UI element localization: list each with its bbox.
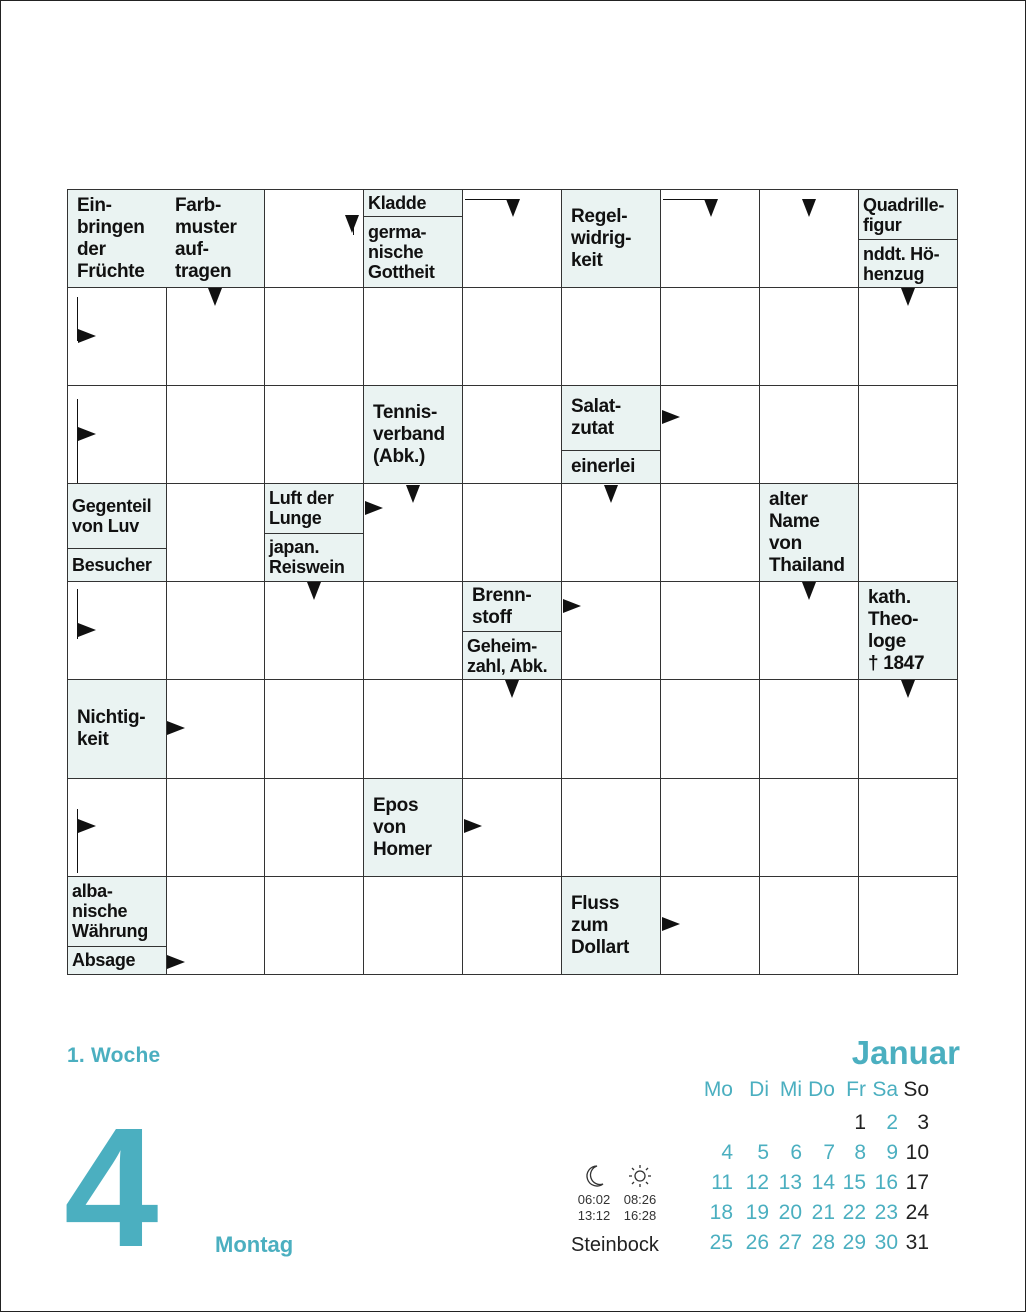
clue-cell [364, 386, 463, 484]
answer-cell[interactable] [859, 779, 958, 877]
clue-line: Gegenteil [72, 495, 152, 516]
weekday-header: Fr [846, 1078, 866, 1101]
sun-icon [617, 1164, 663, 1188]
weekday-header: Do [808, 1078, 835, 1101]
clue-text [68, 190, 166, 288]
clue-line: Absage [72, 950, 136, 971]
calendar-day[interactable]: 14 [811, 1171, 835, 1194]
down-arrow-icon [506, 199, 520, 217]
clue-text [562, 877, 660, 975]
clue-text [68, 946, 166, 975]
week-label: 1. Woche [67, 1044, 161, 1067]
down-arrow-icon [802, 199, 816, 217]
calendar-day[interactable]: 26 [745, 1231, 769, 1254]
right-arrow-icon [78, 427, 96, 441]
calendar-day[interactable]: 16 [874, 1171, 898, 1194]
answer-cell[interactable] [859, 877, 958, 975]
clue-line: zum [571, 914, 609, 936]
clue-line: einerlei [571, 455, 636, 477]
down-arrow-icon [505, 680, 519, 698]
clue-line: loge [868, 631, 906, 653]
clue-cell [463, 582, 562, 680]
clue-line: Thailand [769, 554, 845, 576]
answer-cell[interactable] [562, 287, 661, 385]
answer-cell[interactable] [265, 877, 364, 975]
clue-line: Fluss [571, 892, 620, 914]
moonset-time: 13:12 [577, 1208, 611, 1223]
clue-line: Besucher [72, 554, 152, 575]
answer-cell[interactable] [166, 386, 265, 484]
answer-cell[interactable] [463, 287, 562, 385]
day-number: 4 [64, 1093, 155, 1283]
down-arrow-icon [901, 288, 915, 306]
answer-cell[interactable] [661, 484, 760, 582]
clue-cell [562, 386, 661, 484]
moonrise-time: 06:02 [577, 1192, 611, 1207]
clue-line: figur [863, 214, 902, 235]
clue-line: Dollart [571, 936, 630, 958]
clue-line: Geheim- [467, 635, 537, 656]
calendar-day[interactable]: 2 [886, 1111, 898, 1134]
zodiac-sign: Steinbock [571, 1234, 659, 1256]
clue-line: nische [368, 242, 424, 263]
clue-cell [67, 189, 167, 288]
clue-cell [760, 484, 859, 582]
clue-line: verband [373, 423, 445, 445]
clue-line: Theo- [868, 609, 919, 631]
arrow-leader-line [77, 297, 78, 341]
arrow-leader-line [465, 199, 515, 200]
answer-cell[interactable] [562, 680, 661, 778]
right-arrow-icon [167, 721, 185, 735]
clue-line: † 1847 [868, 653, 925, 675]
clue-line: nddt. Hö- [863, 243, 940, 264]
calendar-day[interactable]: 19 [745, 1201, 769, 1224]
calendar-day[interactable]: 9 [886, 1141, 898, 1164]
clue-line: Farb- [175, 195, 222, 217]
answer-cell[interactable] [760, 877, 859, 975]
clue-line: zahl, Abk. [467, 655, 548, 676]
answer-cell[interactable] [562, 582, 661, 680]
clue-text [364, 386, 462, 484]
clue-line: bringen [77, 217, 145, 239]
clue-text [562, 450, 660, 484]
clue-text [859, 239, 957, 288]
clue-line: Homer [373, 838, 432, 860]
clue-text [364, 216, 462, 288]
calendar-day[interactable]: 22 [842, 1201, 866, 1224]
calendar-day[interactable]: 15 [842, 1171, 866, 1194]
right-arrow-icon [464, 819, 482, 833]
answer-cell[interactable] [661, 582, 760, 680]
clue-text [562, 386, 660, 450]
calendar-day[interactable]: 11 [711, 1171, 733, 1194]
clue-cell [562, 189, 661, 288]
clue-line: Lunge [269, 508, 322, 529]
clue-line: Brenn- [472, 584, 532, 606]
calendar-day[interactable]: 6 [790, 1141, 802, 1164]
moon-times [571, 1164, 617, 1224]
answer-cell[interactable] [463, 877, 562, 975]
clue-line: Reiswein [269, 557, 345, 578]
clue-text [562, 190, 660, 288]
clue-line: von [769, 532, 802, 554]
answer-cell[interactable] [661, 386, 760, 484]
clue-line: kath. [868, 587, 911, 609]
down-arrow-icon [208, 288, 222, 306]
clue-cell [859, 582, 958, 680]
clue-line: widrig- [571, 228, 632, 250]
clue-text [265, 484, 363, 533]
answer-cell[interactable] [265, 680, 364, 778]
down-arrow-icon [802, 582, 816, 600]
clue-text [859, 190, 957, 239]
clue-text [463, 582, 561, 631]
arrow-leader-line [77, 589, 78, 639]
answer-cell[interactable] [364, 287, 463, 385]
clue-line: alter [769, 488, 808, 510]
answer-cell[interactable] [166, 582, 265, 680]
crossword-grid [67, 189, 958, 975]
clue-line: Ein- [77, 195, 112, 217]
answer-cell[interactable] [166, 484, 265, 582]
sunrise-time: 08:26 [623, 1192, 657, 1207]
answer-cell[interactable] [166, 779, 265, 877]
clue-cell [364, 779, 463, 877]
clue-cell [166, 189, 265, 288]
down-arrow-icon [345, 215, 359, 233]
clue-line: auf- [175, 239, 209, 261]
crescent-moon-icon [571, 1164, 617, 1188]
calendar-day[interactable]: 29 [842, 1231, 866, 1254]
clue-line: japan. [269, 537, 320, 558]
answer-cell[interactable] [661, 287, 760, 385]
clue-line: zutat [571, 417, 614, 439]
clue-text [68, 484, 166, 548]
clue-line: nische [72, 901, 128, 922]
clue-line: germa- [368, 222, 427, 243]
calendar-day[interactable]: 18 [709, 1201, 733, 1224]
clue-line: Tennis- [373, 401, 438, 423]
clue-text [859, 582, 957, 680]
calendar-day[interactable]: 25 [709, 1231, 733, 1254]
calendar-day[interactable]: 30 [874, 1231, 898, 1254]
answer-cell[interactable] [562, 779, 661, 877]
clue-line: (Abk.) [373, 445, 426, 467]
down-arrow-icon [307, 582, 321, 600]
weekday-header: Mo [703, 1078, 733, 1101]
clue-text [68, 548, 166, 582]
sunset-time: 16:28 [623, 1208, 657, 1223]
month-title: Januar [851, 1034, 960, 1071]
clue-text [364, 190, 462, 216]
clue-line: tragen [175, 261, 232, 283]
clue-text [265, 533, 363, 582]
calendar-day[interactable]: 3 [917, 1111, 929, 1134]
calendar-day[interactable]: 5 [757, 1141, 769, 1164]
answer-cell[interactable] [364, 877, 463, 975]
clue-line: Gottheit [368, 262, 435, 283]
calendar-day[interactable]: 1 [854, 1111, 866, 1134]
weekday-header: So [903, 1078, 929, 1101]
clue-cell [859, 189, 958, 288]
calendar-day[interactable]: 17 [905, 1171, 929, 1194]
arrow-leader-line [77, 399, 78, 483]
weekday-header: Di [749, 1078, 769, 1101]
clue-line: von [373, 816, 406, 838]
weekday-header: Sa [872, 1078, 898, 1101]
answer-cell[interactable] [265, 386, 364, 484]
down-arrow-icon [406, 485, 420, 503]
clue-line: Währung [72, 921, 148, 942]
arrow-leader-line [663, 199, 713, 200]
clue-line: keit [571, 250, 603, 272]
clue-cell [67, 877, 167, 975]
answer-cell[interactable] [760, 386, 859, 484]
weekday-header: Mi [779, 1078, 802, 1101]
clue-text [463, 631, 561, 680]
calendar-day[interactable]: 24 [905, 1201, 929, 1224]
down-arrow-icon [604, 485, 618, 503]
sun-times [617, 1164, 663, 1224]
answer-cell[interactable] [463, 484, 562, 582]
answer-cell[interactable] [364, 680, 463, 778]
clue-line: muster [175, 217, 237, 239]
calendar-day[interactable]: 12 [745, 1171, 769, 1194]
clue-line: der [77, 239, 106, 261]
clue-line: keit [77, 729, 109, 751]
clue-text [760, 484, 858, 582]
answer-cell[interactable] [859, 484, 958, 582]
clue-line: Früchte [77, 261, 145, 283]
answer-cell[interactable] [265, 779, 364, 877]
calendar-day[interactable]: 23 [874, 1201, 898, 1224]
right-arrow-icon [167, 955, 185, 969]
clue-cell [562, 877, 661, 975]
right-arrow-icon [563, 599, 581, 613]
calendar-day[interactable]: 21 [811, 1201, 835, 1224]
clue-line: stoff [472, 606, 512, 628]
down-arrow-icon [704, 199, 718, 217]
clue-cell [67, 680, 167, 778]
clue-line: Regel- [571, 206, 628, 228]
calendar-day[interactable]: 27 [778, 1231, 802, 1254]
clue-line: Kladde [368, 193, 427, 213]
right-arrow-icon [78, 623, 96, 637]
answer-cell[interactable] [760, 287, 859, 385]
answer-cell[interactable] [265, 189, 364, 288]
calendar-day[interactable]: 13 [778, 1171, 802, 1194]
clue-line: Name [769, 510, 820, 532]
clue-line: henzug [863, 263, 925, 284]
calendar-day[interactable]: 10 [905, 1141, 929, 1164]
day-name: Montag [215, 1232, 294, 1257]
arrow-leader-line [77, 809, 78, 873]
clue-cell [364, 189, 463, 288]
answer-cell[interactable] [859, 386, 958, 484]
right-arrow-icon [78, 819, 96, 833]
right-arrow-icon [662, 917, 680, 931]
clue-text [68, 877, 166, 946]
clue-line: alba- [72, 881, 113, 902]
calendar-day[interactable]: 20 [778, 1201, 802, 1224]
calendar-day[interactable]: 31 [905, 1231, 929, 1254]
clue-text [166, 190, 264, 288]
answer-cell[interactable] [661, 779, 760, 877]
answer-cell[interactable] [760, 779, 859, 877]
clue-cell [67, 484, 167, 582]
clue-cell [265, 484, 364, 582]
calendar-day[interactable]: 8 [854, 1141, 866, 1164]
answer-cell[interactable] [364, 582, 463, 680]
clue-line: Epos [373, 794, 419, 816]
clue-line: Nichtig- [77, 707, 146, 729]
down-arrow-icon [901, 680, 915, 698]
answer-cell[interactable] [661, 680, 760, 778]
answer-cell[interactable] [463, 386, 562, 484]
right-arrow-icon [365, 501, 383, 515]
right-arrow-icon [78, 329, 96, 343]
calendar-day[interactable]: 4 [721, 1141, 733, 1164]
clue-line: Luft der [269, 488, 334, 509]
clue-text [364, 779, 462, 877]
clue-text [68, 680, 166, 778]
clue-line: Salat- [571, 395, 621, 417]
answer-cell[interactable] [265, 287, 364, 385]
arrow-leader-line [353, 215, 354, 235]
answer-cell[interactable] [760, 680, 859, 778]
clue-line: von Luv [72, 515, 139, 536]
right-arrow-icon [662, 410, 680, 424]
clue-line: Quadrille- [863, 194, 945, 215]
calendar-day[interactable]: 28 [811, 1231, 835, 1254]
calendar-day[interactable]: 7 [823, 1141, 835, 1164]
